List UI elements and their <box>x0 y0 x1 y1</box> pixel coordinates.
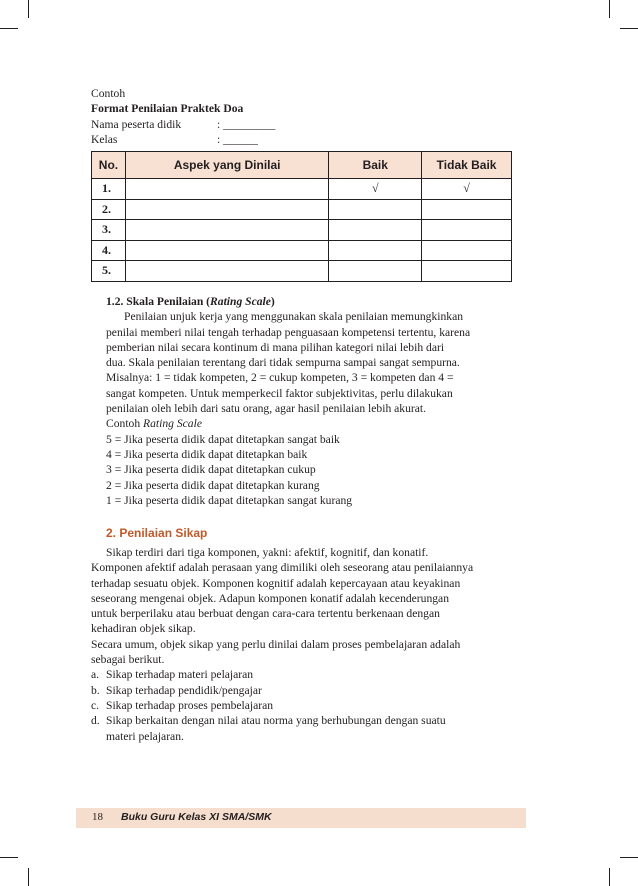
example-label: Contoh <box>91 87 126 100</box>
paragraph-line: dua. Skala penilaian terentang dari tidak sempurna sampai sangat sempurna. <box>106 356 460 370</box>
list-continuation: materi pelajaran. <box>106 729 184 743</box>
row-not-good <box>422 199 512 220</box>
table-row <box>92 199 512 220</box>
list-text: Sikap terhadap proses pembelajaran <box>106 698 274 712</box>
field-label: Kelas <box>91 132 118 146</box>
paragraph-line: Sikap terdiri dari tiga komponen, yakni: afektif, kognitif, dan konatif. <box>106 546 429 559</box>
heading-text: 1.2. Skala Penilaian ( <box>106 295 211 308</box>
row-number: 4. <box>92 240 126 261</box>
row-good <box>329 220 422 241</box>
row-not-good <box>422 261 512 282</box>
list-text: Sikap terhadap pendidik/pengajar <box>106 683 262 697</box>
paragraph-line: kehadiran objek sikap. <box>91 622 196 636</box>
row-aspect <box>125 261 328 282</box>
paragraph-line: Komponen afektif adalah perasaan yang dimiliki oleh seseorang atau penilaiannya <box>91 561 474 575</box>
heading-text: ) <box>270 295 275 308</box>
row-good <box>329 261 422 282</box>
example-header <box>91 86 515 147</box>
crop-mark <box>0 28 18 29</box>
crop-mark <box>609 868 610 886</box>
table-row <box>92 220 512 241</box>
paragraph-line: untuk berperilaku atau berbuat dengan cara-cara tertentu berkenaan dengan <box>91 607 440 621</box>
table-row <box>92 240 512 261</box>
check-mark-not-good: √ <box>422 179 512 200</box>
list-item <box>91 698 515 713</box>
row-number: 3. <box>92 220 126 241</box>
crop-mark <box>28 868 29 886</box>
field-row-class <box>91 132 515 147</box>
column-header-aspect: Aspek yang Dinilai <box>125 152 328 179</box>
row-not-good <box>422 240 512 261</box>
row-number: 1. <box>92 179 126 200</box>
crop-mark <box>28 0 29 18</box>
heading-italic: Rating Scale <box>210 295 271 308</box>
scale-item: 1 = Jika peserta didik dapat ditetapkan sangat kurang <box>106 493 353 507</box>
table-row <box>92 261 512 282</box>
list-label: b. <box>91 683 100 697</box>
row-aspect <box>125 179 328 200</box>
assessment-table <box>91 151 512 282</box>
list-label: d. <box>91 714 100 728</box>
row-number: 5. <box>92 261 126 282</box>
check-mark-good: √ <box>329 179 422 200</box>
crop-mark <box>609 0 610 18</box>
format-title: Format Penilaian Praktek Doa <box>91 102 244 116</box>
paragraph-line: penilaian oleh lebih dari satu orang, agar hasil penilaian lebih akurat. <box>106 402 426 416</box>
paragraph-line: pemberian nilai secara kontinum di mana pilihan kategori nilai lebih dari <box>106 340 445 354</box>
row-aspect <box>125 240 328 261</box>
row-aspect <box>125 199 328 220</box>
scale-item: 5 = Jika peserta didik dapat ditetapkan sangat baik <box>106 432 340 446</box>
crop-mark <box>620 28 638 29</box>
page-footer <box>76 808 526 828</box>
list-item <box>91 713 515 728</box>
field-value: : ______ <box>217 132 258 146</box>
table-header-row <box>92 152 512 179</box>
section-heading-sikap: 2. Penilaian Sikap <box>106 526 208 540</box>
scale-item: 2 = Jika peserta didik dapat ditetapkan kurang <box>106 478 320 492</box>
column-header-not-good: Tidak Baik <box>422 152 512 179</box>
list-label: c. <box>91 698 100 712</box>
paragraph-line: seseorang mengenai objek. Adapun komponen konatif adalah kecenderungan <box>91 591 449 605</box>
paragraph-line: sangat kompeten. Untuk memperkecil faktor subjektivitas, perlu dilakukan <box>106 386 453 400</box>
example-italic: Rating Scale <box>143 417 202 431</box>
table-row <box>92 179 512 200</box>
field-row-name <box>91 117 515 132</box>
paragraph-line: Misalnya: 1 = tidak kompeten, 2 = cukup kompeten, 3 = kompeten dan 4 = <box>106 371 454 385</box>
paragraph-line: sebagai berikut. <box>91 653 165 667</box>
crop-mark <box>620 857 638 858</box>
list-text: Sikap berkaitan dengan nilai atau norma yang berhubungan dengan suatu <box>106 714 446 728</box>
scale-item: 4 = Jika peserta didik dapat ditetapkan baik <box>106 447 308 461</box>
paragraph-line: terhadap sesuatu objek. Komponen kognitif adalah kepercayaan atau keyakinan <box>91 576 461 590</box>
section-heading <box>106 294 515 309</box>
rating-scale-section <box>106 294 515 508</box>
paragraph-line: Penilaian unjuk kerja yang menggunakan skala penilaian memungkinkan <box>124 310 464 324</box>
column-header-good: Baik <box>329 152 422 179</box>
crop-mark <box>0 857 18 858</box>
row-not-good <box>422 220 512 241</box>
paragraph-line: Secara umum, objek sikap yang perlu dinilai dalam proses pembelajaran adalah <box>91 637 461 651</box>
field-value: : _________ <box>217 117 276 131</box>
sikap-section <box>91 545 515 744</box>
row-good <box>329 240 422 261</box>
list-item <box>91 683 515 698</box>
page-number: 18 <box>92 811 103 823</box>
list-item <box>91 667 515 682</box>
row-number: 2. <box>92 199 126 220</box>
rating-paragraph <box>106 309 515 416</box>
field-label: Nama peserta didik <box>91 117 182 131</box>
book-title: Buku Guru Kelas XI SMA/SMK <box>121 811 272 823</box>
list-text: Sikap terhadap materi pelajaran <box>106 668 254 682</box>
example-text: Contoh <box>106 417 144 431</box>
row-good <box>329 199 422 220</box>
list-label: a. <box>91 668 100 682</box>
paragraph-line: penilai memberi nilai tengah terhadap penguasaan kompetensi tertentu, karena <box>106 325 471 339</box>
column-header-no: No. <box>92 152 126 179</box>
scale-item: 3 = Jika peserta didik dapat ditetapkan cukup <box>106 463 316 477</box>
row-aspect <box>125 220 328 241</box>
example-line <box>106 416 515 431</box>
